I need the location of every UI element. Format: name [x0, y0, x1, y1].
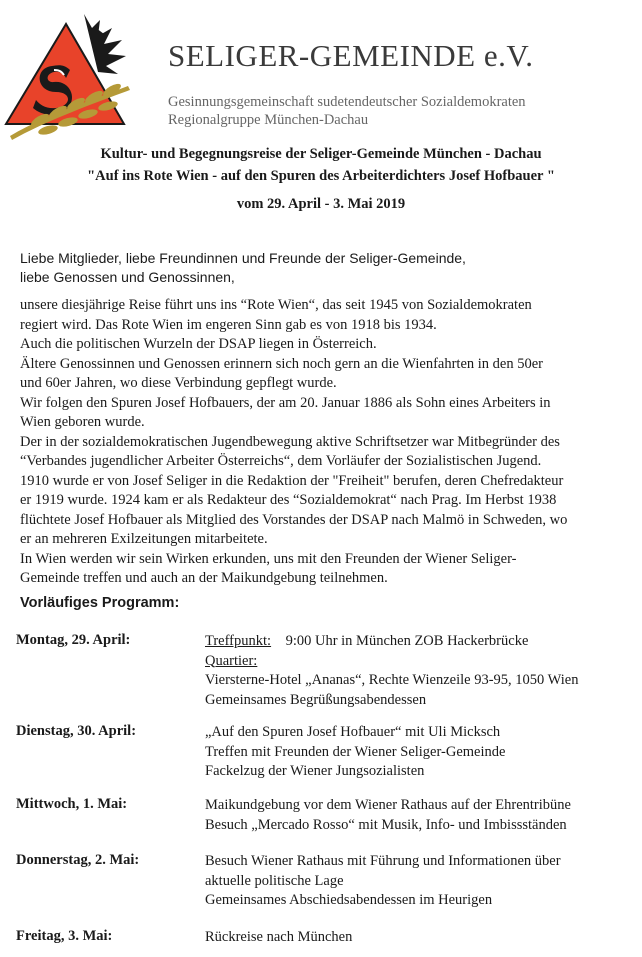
trip-dates: vom 29. April - 3. Mai 2019 — [236, 196, 406, 212]
org-subtitle-line: Regionalgruppe München-Dachau — [168, 112, 369, 128]
body-line: In Wien werden wir sein Wirken erkunden, uns mit den Freunden der Wiener Seliger- — [20, 550, 517, 567]
program-day-details — [205, 928, 625, 948]
program-day-details — [205, 723, 625, 782]
body-line: Wien geboren wurde. — [20, 414, 145, 430]
org-subtitle-line: Gesinnungsgemeinschaft sudetendeutscher Sozialdemokraten — [168, 94, 526, 110]
program-detail-line: Gemeinsames Begrüßungsabendessen — [205, 691, 427, 708]
program-day-details — [205, 632, 625, 710]
program-day-label: Dienstag, 30. April: — [16, 723, 137, 739]
body-line: unsere diesjährige Reise führt uns ins “Rote Wien“, das seit 1945 von Sozialdemokraten — [20, 297, 532, 313]
program-day-label: Freitag, 3. Mai: — [16, 928, 113, 944]
trip-title-line: Kultur- und Begegnungsreise der Seliger-Gemeinde München - Dachau — [100, 146, 542, 162]
body-line: Auch die politischen Wurzeln der DSAP liegen in Österreich. — [20, 336, 377, 352]
body-line: er an mehreren Exilzeitungen mitarbeitete. — [20, 531, 268, 547]
body-line: Gemeinde treffen und auch an der Maikundgebung teilnehmen. — [20, 570, 388, 586]
program-detail-line: Besuch Wiener Rathaus mit Führung und Informationen über — [205, 853, 561, 869]
body-line: und 60er Jahren, wo diese Verbindung gepflegt wurde. — [20, 375, 337, 391]
program-heading: Vorläufiges Programm: — [20, 595, 180, 611]
seliger-logo — [0, 8, 140, 143]
program-detail-line: Rückreise nach München — [205, 929, 353, 945]
meeting-text: 9:00 Uhr in München ZOB Hackerbrücke — [285, 633, 529, 649]
org-name: SELIGER-GEMEINDE e.V. — [168, 38, 534, 73]
program-day-details — [205, 852, 625, 911]
quarters-label: Quartier: — [205, 652, 258, 669]
trip-title-line: "Auf ins Rote Wien - auf den Spuren des Arbeiterdichters Josef Hofbauer " — [87, 168, 555, 184]
body-line: 1910 wurde er von Josef Seliger in die Redaktion der "Freiheit" berufen, deren Chefredakteur — [20, 472, 564, 489]
program-day-label: Montag, 29. April: — [16, 632, 131, 648]
meeting-label: Treffpunkt: — [205, 633, 272, 649]
body-line: “Verbandes jugendlicher Arbeiter Österreichs“, dem Vorläufer der Sozialistischen Jugend. — [20, 453, 542, 469]
salutation — [20, 249, 630, 287]
body-line: flüchtete Josef Hofbauer als Mitglied des Vorstandes der DSAP nach Malmö in Schweden, wo — [20, 511, 568, 528]
program-detail-line: Fackelzug der Wiener Jungsozialisten — [205, 763, 425, 779]
program-detail-line: „Auf den Spuren Josef Hofbauer“ mit Uli Micksch — [205, 724, 501, 740]
program-day-details — [205, 796, 625, 835]
program-detail-line: Treffen mit Freunden der Wiener Seliger-Gemeinde — [205, 743, 506, 760]
program-day-label: Donnerstag, 2. Mai: — [16, 852, 140, 868]
body-line: Der in der sozialdemokratischen Jugendbewegung aktive Schriftsetzer war Mitbegründer des — [20, 433, 560, 450]
salutation-line: liebe Genossen und Genossinnen, — [20, 269, 235, 285]
salutation-line: Liebe Mitglieder, liebe Freundinnen und Freunde der Seliger-Gemeinde, — [20, 250, 466, 266]
body-line: Wir folgen den Spuren Josef Hofbauers, der am 20. Januar 1886 als Sohn eines Arbeiters in — [20, 394, 551, 411]
program-detail-line — [205, 632, 625, 652]
program-detail-line: Maikundgebung vor dem Wiener Rathaus auf der Ehrentribüne — [205, 797, 571, 813]
org-subtitle — [168, 93, 526, 129]
letter-body — [20, 296, 626, 589]
program-detail-line: Besuch „Mercado Rosso“ mit Musik, Info- und Imbissständen — [205, 816, 567, 833]
body-line: er 1919 wurde. 1924 kam er als Redakteur des “Sozialdemokrat“ nach Prag. Im Herbst 1938 — [20, 492, 557, 508]
program-detail-line: aktuelle politische Lage — [205, 872, 344, 889]
body-line: regiert wird. Das Rote Wien im engeren Sinn gab es von 1918 bis 1934. — [20, 316, 437, 333]
body-line: Ältere Genossinnen und Genossen erinnern sich noch gern an die Wienfahrten in den 50er — [20, 355, 543, 372]
program-day-label: Mittwoch, 1. Mai: — [16, 796, 128, 812]
program-detail-line: Gemeinsames Abschiedsabendessen im Heurigen — [205, 892, 493, 908]
trip-heading — [0, 143, 642, 215]
program-detail-line: Viersterne-Hotel „Ananas“, Rechte Wienzeile 93-95, 1050 Wien — [205, 672, 579, 688]
